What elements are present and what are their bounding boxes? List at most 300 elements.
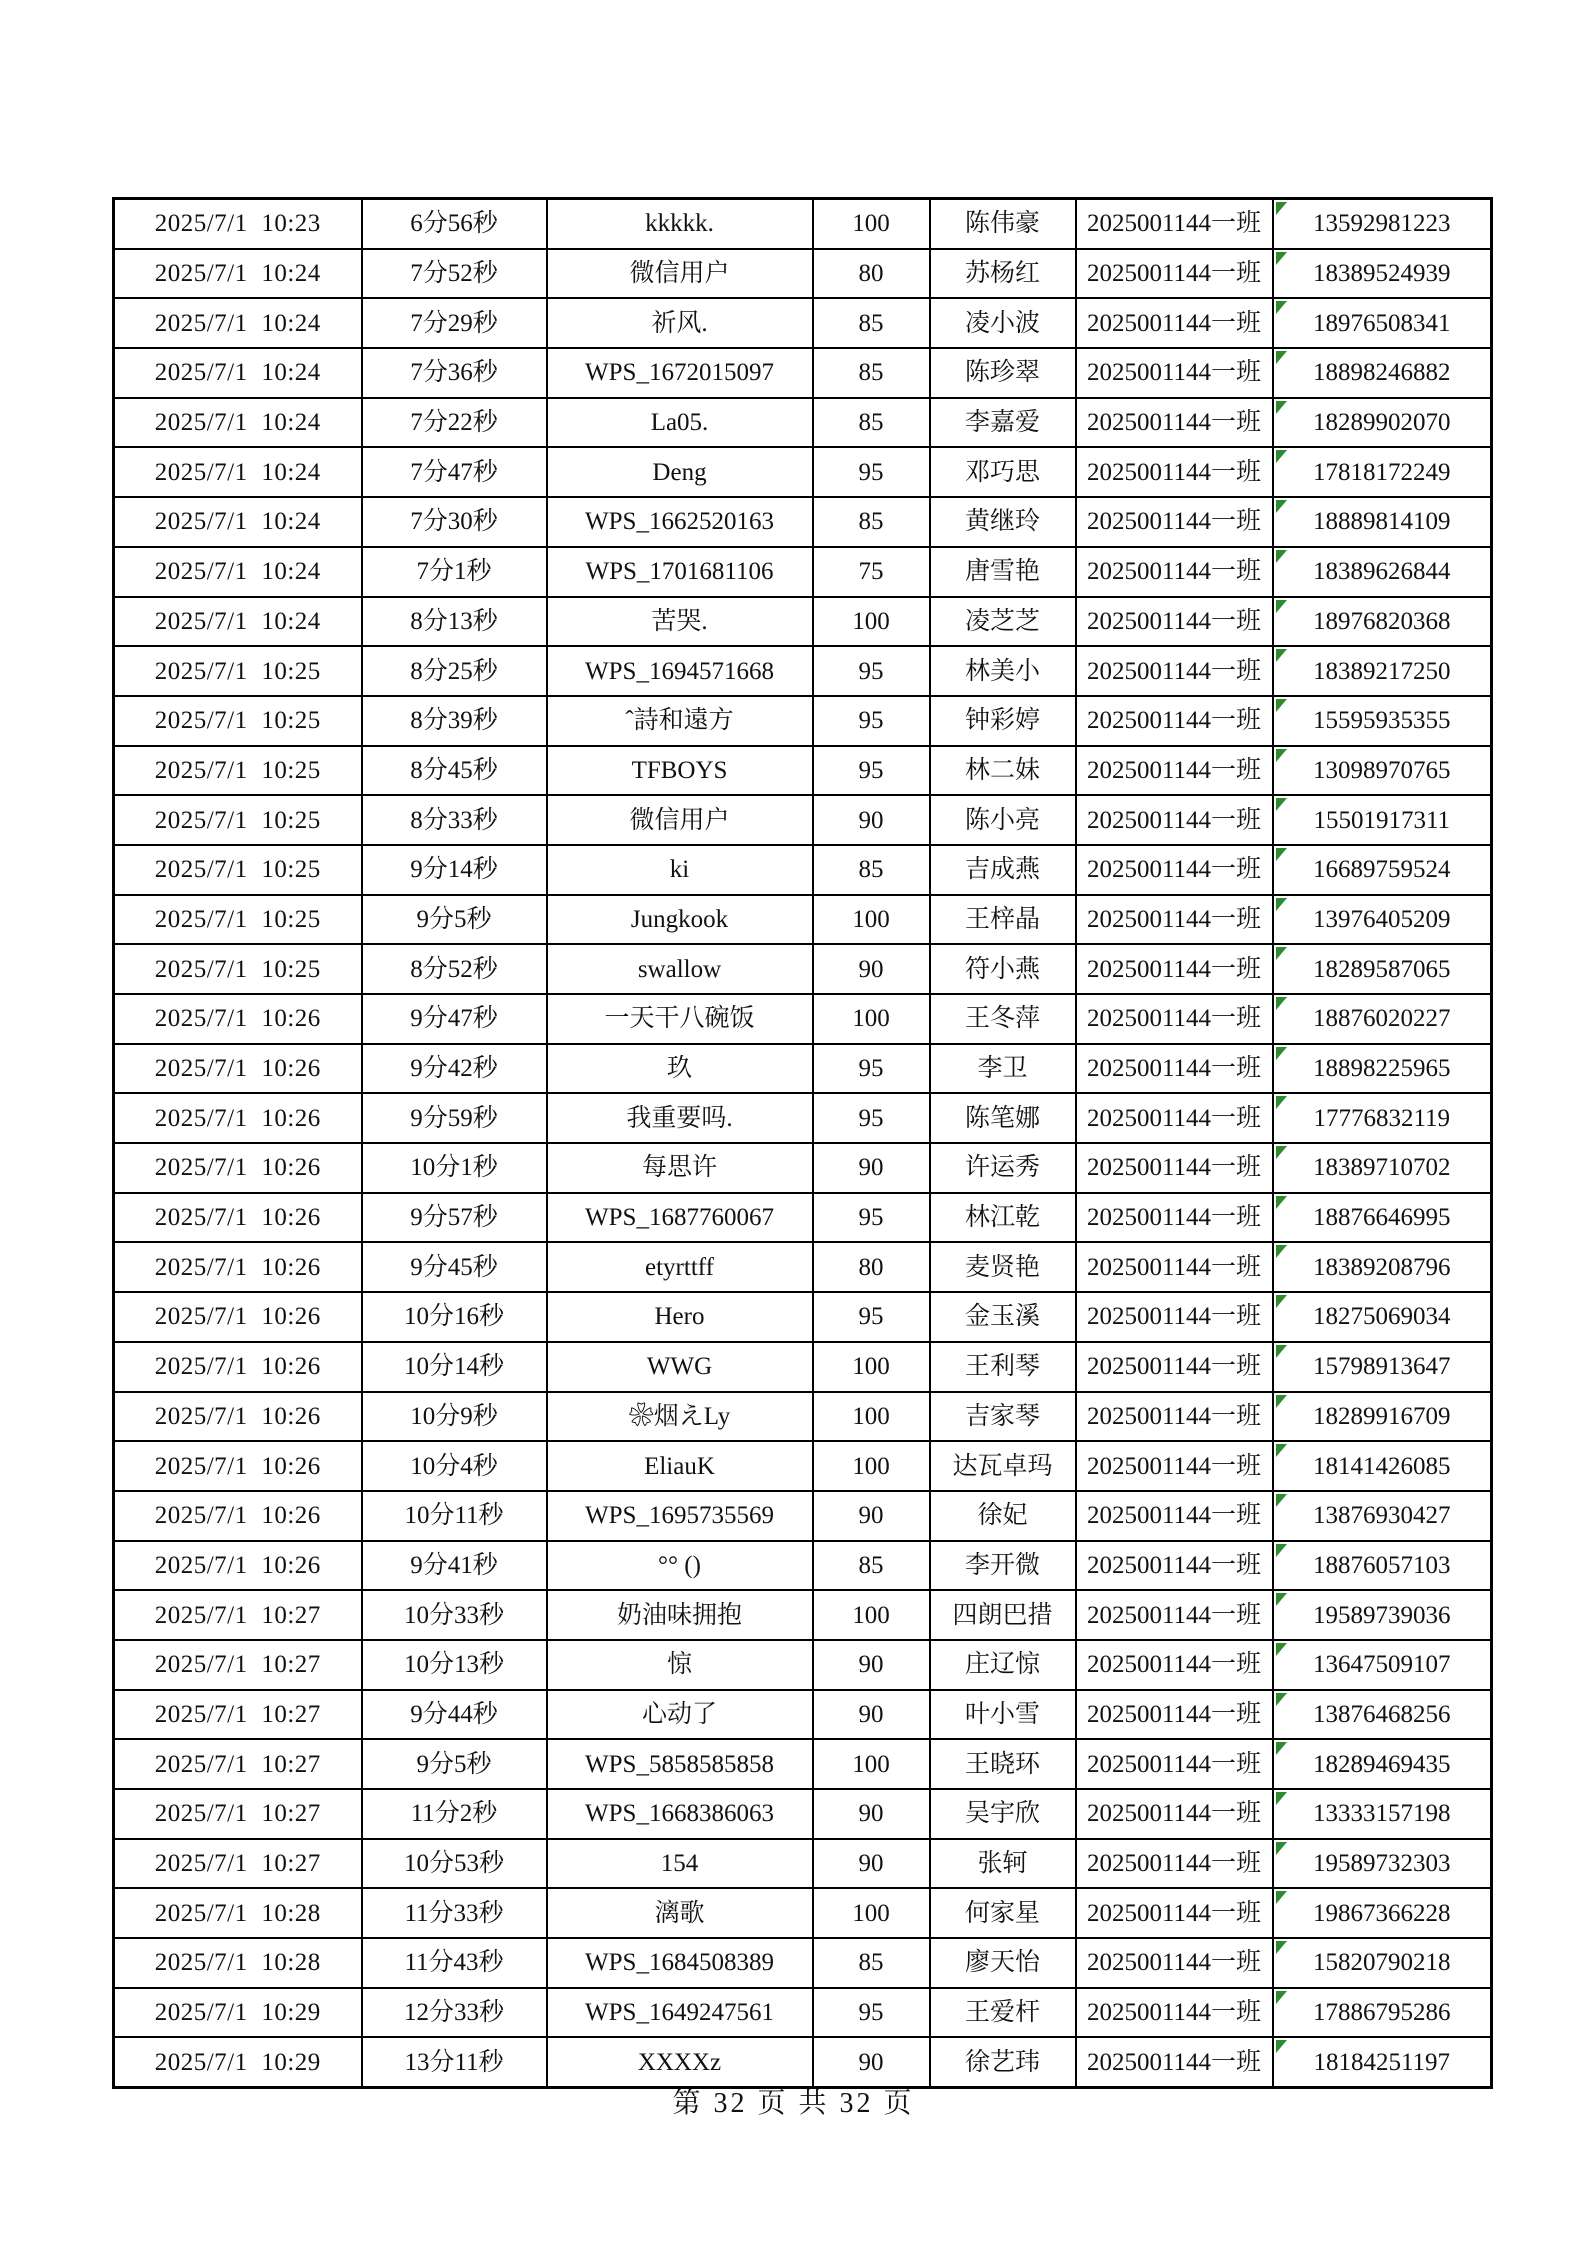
cell-class: 2025001144一班: [1076, 895, 1273, 945]
cell-class: 2025001144一班: [1076, 1392, 1273, 1442]
cell-submit-time: 2025/7/1 10:26: [114, 1143, 362, 1193]
cell-class: 2025001144一班: [1076, 1193, 1273, 1243]
cell-submit-time: 2025/7/1 10:27: [114, 1640, 362, 1690]
records-table-body: [114, 199, 1492, 2088]
cell-submit-time: 2025/7/1 10:27: [114, 1839, 362, 1889]
cell-phone: [1273, 249, 1492, 299]
cell-phone: [1273, 1541, 1492, 1591]
cell-class: 2025001144一班: [1076, 1590, 1273, 1640]
cell-nickname: WPS_1694571668: [547, 646, 813, 696]
cell-name: 麦贤艳: [930, 1242, 1076, 1292]
records-table: [112, 197, 1493, 2089]
cell-nickname: WPS_1687760067: [547, 1193, 813, 1243]
cell-nickname: TFBOYS: [547, 746, 813, 796]
cell-phone: [1273, 1789, 1492, 1839]
cell-class: 2025001144一班: [1076, 1292, 1273, 1342]
cell-name: 吉成燕: [930, 845, 1076, 895]
cell-nickname: 微信用户: [547, 249, 813, 299]
cell-duration: 9分5秒: [362, 1739, 547, 1789]
cell-class: 2025001144一班: [1076, 1541, 1273, 1591]
cell-submit-time: 2025/7/1 10:24: [114, 547, 362, 597]
table-row: [114, 298, 1492, 348]
cell-class: 2025001144一班: [1076, 1093, 1273, 1143]
cell-class: 2025001144一班: [1076, 547, 1273, 597]
cell-phone: [1273, 547, 1492, 597]
error-indicator-triangle-icon: [1276, 351, 1287, 364]
cell-phone: [1273, 1392, 1492, 1442]
cell-phone: [1273, 1938, 1492, 1988]
cell-score: 90: [813, 944, 930, 994]
cell-nickname: WPS_1684508389: [547, 1938, 813, 1988]
cell-nickname: Hero: [547, 1292, 813, 1342]
cell-phone: [1273, 597, 1492, 647]
cell-phone: [1273, 1839, 1492, 1889]
cell-phone: [1273, 497, 1492, 547]
cell-phone: [1273, 746, 1492, 796]
cell-name: 四朗巴措: [930, 1590, 1076, 1640]
cell-nickname: ki: [547, 845, 813, 895]
cell-score: 85: [813, 348, 930, 398]
cell-score: 95: [813, 1093, 930, 1143]
cell-score: 95: [813, 696, 930, 746]
cell-name: 王利琴: [930, 1342, 1076, 1392]
cell-class: 2025001144一班: [1076, 1441, 1273, 1491]
cell-duration: 10分1秒: [362, 1143, 547, 1193]
error-indicator-triangle-icon: [1276, 1295, 1287, 1308]
cell-submit-time: 2025/7/1 10:25: [114, 795, 362, 845]
cell-phone: [1273, 994, 1492, 1044]
cell-submit-time: 2025/7/1 10:29: [114, 1988, 362, 2038]
cell-score: 80: [813, 249, 930, 299]
cell-duration: 7分52秒: [362, 249, 547, 299]
cell-class: 2025001144一班: [1076, 199, 1273, 249]
error-indicator-triangle-icon: [1276, 848, 1287, 861]
cell-submit-time: 2025/7/1 10:25: [114, 895, 362, 945]
table-row: [114, 1392, 1492, 1442]
cell-class: 2025001144一班: [1076, 298, 1273, 348]
cell-name: 王冬萍: [930, 994, 1076, 1044]
cell-duration: 9分42秒: [362, 1044, 547, 1094]
cell-phone: [1273, 1441, 1492, 1491]
cell-submit-time: 2025/7/1 10:25: [114, 845, 362, 895]
table-row: [114, 1839, 1492, 1889]
cell-nickname: ❀烟えLy: [547, 1392, 813, 1442]
table-row: [114, 1441, 1492, 1491]
cell-score: 100: [813, 994, 930, 1044]
phone-text: 19589739036: [1313, 1601, 1451, 1629]
cell-duration: 8分45秒: [362, 746, 547, 796]
table-row: [114, 1938, 1492, 1988]
cell-phone: [1273, 1342, 1492, 1392]
error-indicator-triangle-icon: [1276, 600, 1287, 613]
error-indicator-triangle-icon: [1276, 1941, 1287, 1954]
cell-duration: 10分9秒: [362, 1392, 547, 1442]
cell-score: 100: [813, 1392, 930, 1442]
cell-nickname: 心动了: [547, 1690, 813, 1740]
phone-text: 15501917311: [1313, 806, 1451, 834]
cell-submit-time: 2025/7/1 10:26: [114, 1441, 362, 1491]
cell-name: 吴宇欣: [930, 1789, 1076, 1839]
cell-score: 100: [813, 199, 930, 249]
cell-class: 2025001144一班: [1076, 597, 1273, 647]
phone-text: 18898225965: [1313, 1055, 1451, 1083]
cell-class: 2025001144一班: [1076, 1491, 1273, 1541]
cell-nickname: WPS_1668386063: [547, 1789, 813, 1839]
cell-duration: 9分59秒: [362, 1093, 547, 1143]
table-row: [114, 1044, 1492, 1094]
cell-score: 90: [813, 1491, 930, 1541]
cell-class: 2025001144一班: [1076, 497, 1273, 547]
cell-duration: 9分57秒: [362, 1193, 547, 1243]
cell-class: 2025001144一班: [1076, 249, 1273, 299]
cell-score: 100: [813, 1441, 930, 1491]
error-indicator-triangle-icon: [1276, 947, 1287, 960]
table-row: [114, 1093, 1492, 1143]
phone-text: 15820790218: [1313, 1949, 1451, 1977]
cell-phone: [1273, 447, 1492, 497]
cell-submit-time: 2025/7/1 10:24: [114, 447, 362, 497]
cell-duration: 7分36秒: [362, 348, 547, 398]
cell-nickname: kkkkk.: [547, 199, 813, 249]
phone-text: 13876468256: [1313, 1700, 1451, 1728]
cell-nickname: 惊: [547, 1640, 813, 1690]
cell-phone: [1273, 298, 1492, 348]
cell-class: 2025001144一班: [1076, 348, 1273, 398]
cell-duration: 8分25秒: [362, 646, 547, 696]
cell-phone: [1273, 696, 1492, 746]
phone-text: 13647509107: [1313, 1651, 1451, 1679]
cell-submit-time: 2025/7/1 10:26: [114, 1193, 362, 1243]
table-row: [114, 795, 1492, 845]
cell-nickname: Deng: [547, 447, 813, 497]
error-indicator-triangle-icon: [1276, 1196, 1287, 1209]
cell-duration: 8分52秒: [362, 944, 547, 994]
table-row: [114, 1242, 1492, 1292]
cell-class: 2025001144一班: [1076, 1242, 1273, 1292]
cell-submit-time: 2025/7/1 10:26: [114, 1044, 362, 1094]
phone-text: 18289916709: [1313, 1402, 1451, 1430]
error-indicator-triangle-icon: [1276, 1792, 1287, 1805]
error-indicator-triangle-icon: [1276, 1345, 1287, 1358]
table-row: [114, 1888, 1492, 1938]
cell-phone: [1273, 646, 1492, 696]
cell-score: 100: [813, 1888, 930, 1938]
phone-text: 13876930427: [1313, 1502, 1451, 1530]
phone-text: 17886795286: [1313, 1999, 1451, 2027]
cell-class: 2025001144一班: [1076, 1342, 1273, 1392]
cell-score: 85: [813, 497, 930, 547]
cell-score: 80: [813, 1242, 930, 1292]
cell-nickname: 每思许: [547, 1143, 813, 1193]
cell-nickname: 漓歌: [547, 1888, 813, 1938]
cell-duration: 12分33秒: [362, 1988, 547, 2038]
cell-name: 达瓦卓玛: [930, 1441, 1076, 1491]
phone-text: 18876646995: [1313, 1204, 1451, 1232]
phone-text: 18898246882: [1313, 359, 1451, 387]
cell-name: 陈笔娜: [930, 1093, 1076, 1143]
cell-score: 95: [813, 746, 930, 796]
cell-duration: 9分47秒: [362, 994, 547, 1044]
error-indicator-triangle-icon: [1276, 202, 1287, 215]
phone-text: 18389710702: [1313, 1154, 1451, 1182]
cell-submit-time: 2025/7/1 10:26: [114, 1491, 362, 1541]
cell-score: 85: [813, 398, 930, 448]
table-row: [114, 1789, 1492, 1839]
error-indicator-triangle-icon: [1276, 1842, 1287, 1855]
cell-duration: 9分45秒: [362, 1242, 547, 1292]
error-indicator-triangle-icon: [1276, 252, 1287, 265]
error-indicator-triangle-icon: [1276, 500, 1287, 513]
cell-phone: [1273, 1044, 1492, 1094]
error-indicator-triangle-icon: [1276, 1096, 1287, 1109]
phone-text: 15798913647: [1313, 1353, 1451, 1381]
cell-phone: [1273, 795, 1492, 845]
error-indicator-triangle-icon: [1276, 1494, 1287, 1507]
table-row: [114, 1590, 1492, 1640]
phone-text: 18275069034: [1313, 1303, 1451, 1331]
table-row: [114, 348, 1492, 398]
cell-score: 90: [813, 2037, 930, 2087]
cell-name: 符小燕: [930, 944, 1076, 994]
cell-nickname: 一天干八碗饭: [547, 994, 813, 1044]
cell-nickname: WPS_5858585858: [547, 1739, 813, 1789]
cell-submit-time: 2025/7/1 10:24: [114, 398, 362, 448]
cell-nickname: 奶油味拥抱: [547, 1590, 813, 1640]
cell-duration: 8分39秒: [362, 696, 547, 746]
cell-submit-time: 2025/7/1 10:28: [114, 1888, 362, 1938]
error-indicator-triangle-icon: [1276, 997, 1287, 1010]
cell-score: 95: [813, 1292, 930, 1342]
cell-nickname: ˆ詩和遠方: [547, 696, 813, 746]
cell-name: 凌芝芝: [930, 597, 1076, 647]
cell-score: 85: [813, 845, 930, 895]
cell-score: 85: [813, 298, 930, 348]
table-row: [114, 845, 1492, 895]
cell-duration: 10分33秒: [362, 1590, 547, 1640]
cell-score: 75: [813, 547, 930, 597]
table-row: [114, 199, 1492, 249]
phone-text: 18976820368: [1313, 607, 1451, 635]
cell-class: 2025001144一班: [1076, 1044, 1273, 1094]
cell-nickname: WPS_1649247561: [547, 1988, 813, 2038]
error-indicator-triangle-icon: [1276, 1245, 1287, 1258]
cell-phone: [1273, 348, 1492, 398]
cell-submit-time: 2025/7/1 10:28: [114, 1938, 362, 1988]
cell-score: 90: [813, 795, 930, 845]
phone-text: 13333157198: [1313, 1800, 1451, 1828]
table-row: [114, 547, 1492, 597]
cell-class: 2025001144一班: [1076, 1988, 1273, 2038]
cell-nickname: WPS_1662520163: [547, 497, 813, 547]
phone-text: 18876057103: [1313, 1551, 1451, 1579]
cell-submit-time: 2025/7/1 10:24: [114, 597, 362, 647]
cell-duration: 8分33秒: [362, 795, 547, 845]
error-indicator-triangle-icon: [1276, 1444, 1287, 1457]
table-row: [114, 746, 1492, 796]
table-row: [114, 497, 1492, 547]
cell-duration: 8分13秒: [362, 597, 547, 647]
cell-nickname: EliauK: [547, 1441, 813, 1491]
table-row: [114, 398, 1492, 448]
cell-phone: [1273, 398, 1492, 448]
cell-phone: [1273, 1640, 1492, 1690]
cell-phone: [1273, 1242, 1492, 1292]
cell-name: 金玉溪: [930, 1292, 1076, 1342]
cell-score: 85: [813, 1938, 930, 1988]
table-row: [114, 1541, 1492, 1591]
cell-submit-time: 2025/7/1 10:24: [114, 298, 362, 348]
phone-text: 18389208796: [1313, 1253, 1451, 1281]
cell-name: 钟彩婷: [930, 696, 1076, 746]
cell-duration: 7分22秒: [362, 398, 547, 448]
phone-text: 18389524939: [1313, 260, 1451, 288]
cell-phone: [1273, 1093, 1492, 1143]
cell-phone: [1273, 1988, 1492, 2038]
table-row: [114, 944, 1492, 994]
phone-text: 16689759524: [1313, 856, 1451, 884]
cell-phone: [1273, 1888, 1492, 1938]
table-row: [114, 696, 1492, 746]
cell-class: 2025001144一班: [1076, 1640, 1273, 1690]
cell-class: 2025001144一班: [1076, 646, 1273, 696]
error-indicator-triangle-icon: [1276, 1991, 1287, 2004]
error-indicator-triangle-icon: [1276, 1643, 1287, 1656]
table-row: [114, 1690, 1492, 1740]
phone-text: 13976405209: [1313, 905, 1451, 933]
cell-score: 90: [813, 1640, 930, 1690]
error-indicator-triangle-icon: [1276, 1047, 1287, 1060]
page-footer: 第 32 页 共 32 页: [672, 2088, 915, 2119]
cell-name: 许运秀: [930, 1143, 1076, 1193]
table-row: [114, 1739, 1492, 1789]
cell-class: 2025001144一班: [1076, 398, 1273, 448]
cell-name: 苏杨红: [930, 249, 1076, 299]
cell-score: 100: [813, 1590, 930, 1640]
phone-text: 18876020227: [1313, 1005, 1451, 1033]
table-row: [114, 1292, 1492, 1342]
cell-name: 李开微: [930, 1541, 1076, 1591]
cell-duration: 7分30秒: [362, 497, 547, 547]
cell-score: 90: [813, 1789, 930, 1839]
error-indicator-triangle-icon: [1276, 1146, 1287, 1159]
cell-name: 陈小亮: [930, 795, 1076, 845]
cell-class: 2025001144一班: [1076, 746, 1273, 796]
cell-duration: 9分41秒: [362, 1541, 547, 1591]
error-indicator-triangle-icon: [1276, 649, 1287, 662]
cell-name: 王梓晶: [930, 895, 1076, 945]
cell-name: 庄辽惊: [930, 1640, 1076, 1690]
cell-name: 陈伟豪: [930, 199, 1076, 249]
cell-nickname: °° (): [547, 1541, 813, 1591]
cell-score: 100: [813, 895, 930, 945]
cell-score: 95: [813, 646, 930, 696]
phone-text: 18389217250: [1313, 657, 1451, 685]
table-row: [114, 895, 1492, 945]
cell-duration: 7分29秒: [362, 298, 547, 348]
cell-name: 廖天怡: [930, 1938, 1076, 1988]
cell-duration: 10分13秒: [362, 1640, 547, 1690]
cell-name: 林江乾: [930, 1193, 1076, 1243]
cell-nickname: Jungkook: [547, 895, 813, 945]
cell-submit-time: 2025/7/1 10:26: [114, 1541, 362, 1591]
cell-class: 2025001144一班: [1076, 696, 1273, 746]
cell-score: 95: [813, 1044, 930, 1094]
cell-class: 2025001144一班: [1076, 1739, 1273, 1789]
cell-submit-time: 2025/7/1 10:25: [114, 646, 362, 696]
cell-nickname: WPS_1701681106: [547, 547, 813, 597]
phone-text: 15595935355: [1313, 707, 1451, 735]
error-indicator-triangle-icon: [1276, 301, 1287, 314]
error-indicator-triangle-icon: [1276, 898, 1287, 911]
cell-name: 黄继玲: [930, 497, 1076, 547]
cell-duration: 11分43秒: [362, 1938, 547, 1988]
error-indicator-triangle-icon: [1276, 1395, 1287, 1408]
cell-name: 林美小: [930, 646, 1076, 696]
cell-name: 王晓环: [930, 1739, 1076, 1789]
phone-text: 18389626844: [1313, 558, 1451, 586]
cell-class: 2025001144一班: [1076, 1789, 1273, 1839]
cell-score: 85: [813, 1541, 930, 1591]
phone-text: 18976508341: [1313, 309, 1451, 337]
error-indicator-triangle-icon: [1276, 798, 1287, 811]
error-indicator-triangle-icon: [1276, 1544, 1287, 1557]
cell-name: 徐艺玮: [930, 2037, 1076, 2087]
cell-nickname: 祈风.: [547, 298, 813, 348]
cell-phone: [1273, 1690, 1492, 1740]
error-indicator-triangle-icon: [1276, 749, 1287, 762]
cell-submit-time: 2025/7/1 10:25: [114, 944, 362, 994]
cell-score: 100: [813, 1739, 930, 1789]
phone-text: 19867366228: [1313, 1899, 1451, 1927]
cell-submit-time: 2025/7/1 10:27: [114, 1789, 362, 1839]
cell-phone: [1273, 199, 1492, 249]
cell-score: 90: [813, 1690, 930, 1740]
phone-text: 18184251197: [1313, 2048, 1451, 2076]
cell-name: 王爱杆: [930, 1988, 1076, 2038]
cell-name: 唐雪艳: [930, 547, 1076, 597]
cell-phone: [1273, 1739, 1492, 1789]
cell-nickname: La05.: [547, 398, 813, 448]
cell-nickname: 154: [547, 1839, 813, 1889]
phone-text: 18289902070: [1313, 409, 1451, 437]
cell-score: 95: [813, 1193, 930, 1243]
cell-submit-time: 2025/7/1 10:23: [114, 199, 362, 249]
table-row: [114, 1640, 1492, 1690]
error-indicator-triangle-icon: [1276, 699, 1287, 712]
table-row: [114, 1491, 1492, 1541]
cell-nickname: WPS_1672015097: [547, 348, 813, 398]
cell-phone: [1273, 895, 1492, 945]
cell-submit-time: 2025/7/1 10:25: [114, 696, 362, 746]
cell-name: 徐妃: [930, 1491, 1076, 1541]
cell-duration: 10分16秒: [362, 1292, 547, 1342]
error-indicator-triangle-icon: [1276, 2040, 1287, 2053]
cell-class: 2025001144一班: [1076, 2037, 1273, 2087]
cell-duration: 6分56秒: [362, 199, 547, 249]
cell-phone: [1273, 944, 1492, 994]
cell-phone: [1273, 1292, 1492, 1342]
cell-duration: 11分33秒: [362, 1888, 547, 1938]
cell-class: 2025001144一班: [1076, 845, 1273, 895]
cell-name: 叶小雪: [930, 1690, 1076, 1740]
cell-submit-time: 2025/7/1 10:26: [114, 994, 362, 1044]
cell-submit-time: 2025/7/1 10:26: [114, 1342, 362, 1392]
cell-duration: 13分11秒: [362, 2037, 547, 2087]
cell-submit-time: 2025/7/1 10:27: [114, 1739, 362, 1789]
cell-name: 李卫: [930, 1044, 1076, 1094]
phone-text: 17776832119: [1313, 1104, 1451, 1132]
table-row: [114, 994, 1492, 1044]
